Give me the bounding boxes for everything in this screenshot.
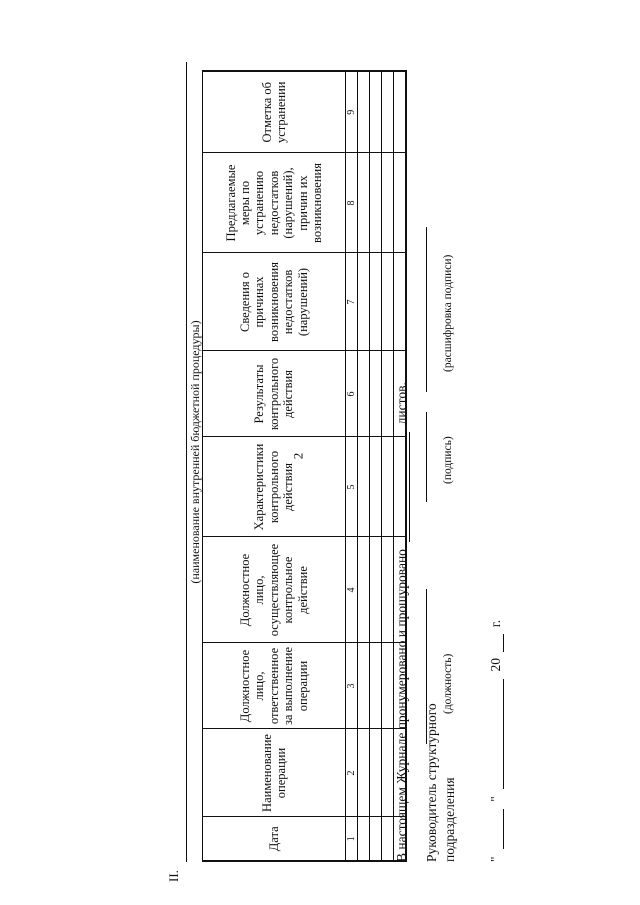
date-day-field	[503, 809, 504, 849]
date-open-quote: "	[488, 856, 503, 862]
signature-decoding-field	[426, 227, 427, 392]
journal-footer	[394, 62, 506, 862]
date-year-suffix: г.	[488, 619, 503, 628]
column-number: 4	[346, 537, 358, 643]
date-year-field	[503, 634, 504, 652]
table-row	[358, 71, 370, 861]
date-month-field	[503, 679, 504, 789]
date-line	[488, 62, 506, 862]
date-close-quote: "	[488, 796, 503, 802]
column-number: 1	[346, 817, 358, 861]
header-controlling-official: Должностное лицо, осуществляющее контрольное действие	[203, 537, 346, 643]
column-number: 5	[346, 437, 358, 537]
header-control-results: Результаты контрольного действия	[203, 351, 346, 437]
header-elimination-mark: Отметка об устранении	[203, 71, 346, 153]
header-control-characteristics: Характеристики контрольного действия	[203, 437, 346, 537]
column-number: 2	[346, 729, 358, 817]
head-title-line2: подразделения	[442, 777, 457, 862]
page-number: 2	[290, 452, 306, 460]
head-title-line1: Руководитель структурного	[424, 703, 439, 862]
pages-count-field	[409, 432, 410, 542]
head-signature-line-2	[442, 62, 460, 862]
column-number: 9	[346, 71, 358, 153]
date-year-prefix: 20	[488, 657, 503, 672]
header-causes-info: Сведения о причинах возникновения недостатков (нарушений)	[203, 253, 346, 351]
column-numbers-row	[346, 71, 358, 861]
signature-caption: (подпись)	[442, 436, 454, 484]
section-number: II.	[166, 870, 181, 882]
procedure-caption: (наименование внутренней бюджетной процедуры)	[188, 320, 202, 584]
signature-field	[426, 412, 427, 502]
position-caption: (должность)	[442, 653, 454, 714]
column-number: 3	[346, 643, 358, 729]
control-journal-table	[202, 70, 407, 862]
column-number: 7	[346, 253, 358, 351]
header-date: Дата	[203, 817, 346, 861]
header-operation-name: Наименование операции	[203, 729, 346, 817]
decoding-caption: (расшифровка подписи)	[442, 254, 454, 372]
procedure-name-line	[186, 62, 187, 862]
table-row	[382, 71, 394, 861]
pages-count-line	[394, 62, 412, 862]
header-row	[203, 71, 346, 861]
pages-text-suffix: листов.	[394, 382, 409, 425]
rotated-page-content	[160, 22, 503, 882]
header-proposed-measures: Предлагаемые меры по устранению недостатков (нарушений), причин их возникновения	[203, 153, 346, 253]
header-responsible-official: Должностное лицо, ответственное за выполнение операции	[203, 643, 346, 729]
position-field	[426, 589, 427, 744]
pages-text-prefix: В настоящем Журнале пронумеровано и прошуровано	[394, 549, 409, 862]
table-row	[370, 71, 382, 861]
column-number: 6	[346, 351, 358, 437]
column-number: 8	[346, 153, 358, 253]
